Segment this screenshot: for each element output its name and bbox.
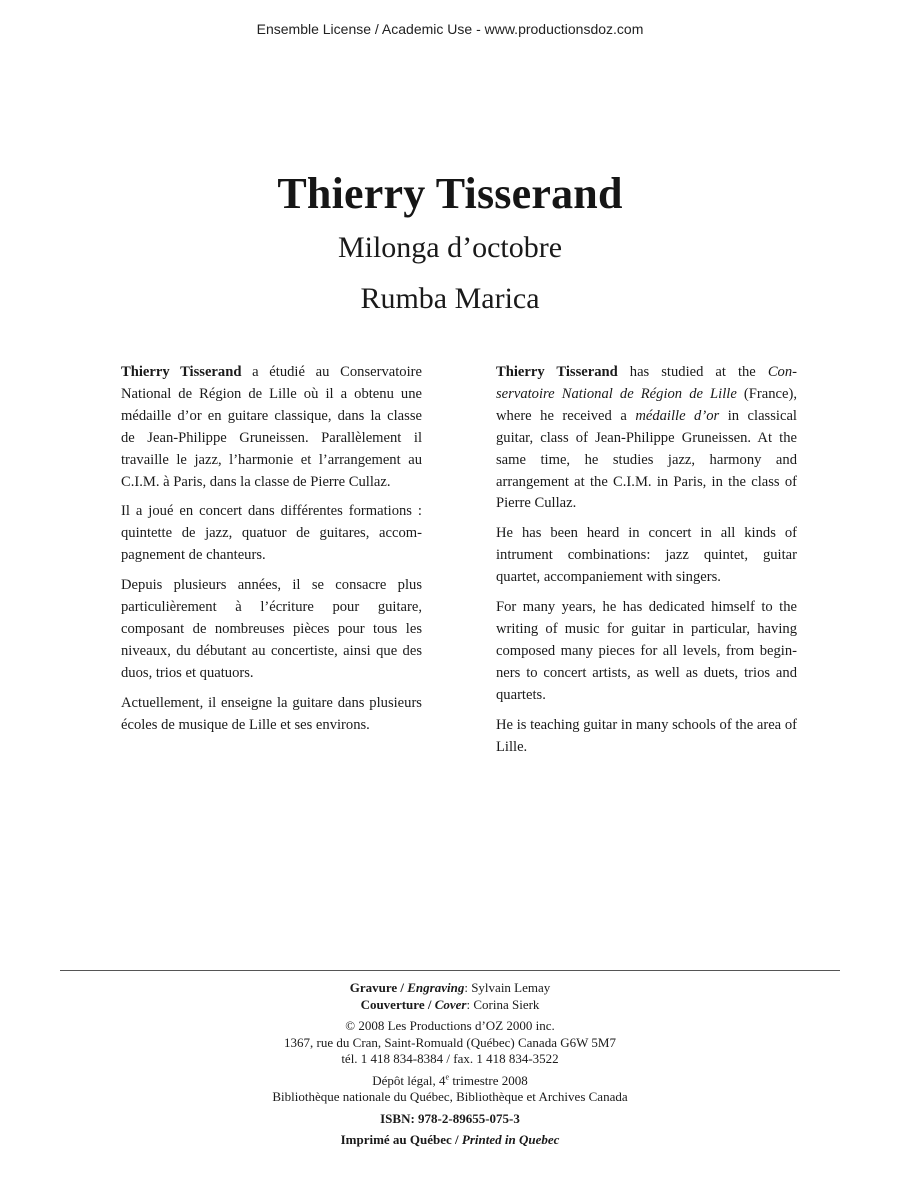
copyright-line: © 2008 Les Productions d’OZ 2000 inc.	[345, 1018, 555, 1033]
bio-en-paragraph-4: He is teaching guitar in many schools of the area of Lille.	[496, 716, 797, 755]
engraving-credit: Gravure / Engraving: Sylvain Lemay	[349, 980, 551, 995]
cover-credit: Couverture / Cover: Corina Sierk	[360, 996, 540, 1012]
credits-block	[0, 980, 900, 1149]
publisher-phone: tél. 1 418 834-8384 / fax. 1 418 834-3522	[341, 1051, 559, 1066]
bio-en-paragraph-2: He has been heard in concert in all kinds of intrument combinations: jazz quintet, guitar quartet, accompaniement with singers.	[496, 525, 797, 586]
piece-title-1: Milonga d’octobre	[337, 231, 563, 264]
piece-title-2: Rumba Marica	[360, 282, 540, 315]
printed-in: Imprimé au Québec / Printed in Quebec	[340, 1132, 560, 1147]
isbn: ISBN: 978-2-89655-075-3	[380, 1110, 520, 1126]
license-header: Ensemble License / Academic Use - www.productionsdoz.com	[256, 21, 644, 37]
bio-en-composer-name: Thierry Tisserand	[496, 364, 618, 380]
library-line: Bibliothèque nationale du Québec, Bibliothèque et Archives Canada	[272, 1089, 628, 1104]
legal-deposit: Dépôt légal, 4e trimestre 2008	[372, 1072, 528, 1088]
bio-fr-paragraph-3: Depuis plusieurs années, il se consacre plus particulièrement à l’écriture pour guitare, composant de nombreuses pièces pour tous les niveaux, du débutant au concertiste, ainsi que des duos, trios et quatuors.	[121, 577, 422, 681]
bio-fr-paragraph-1: Thierry Tisserand a étudié au Conservatoire National de Région de Lille où il a obtenu une médaille d’or en guitare classique, dans la classe de Jean-Philippe Gruneissen. Parallèlement il travaille le jazz, l’harmonie et l’arrangement au C.I.M. à Paris, dans la classe de Pierre Cullaz.	[121, 364, 422, 490]
bio-fr-composer-name: Thierry Tisserand	[121, 364, 242, 380]
bio-en-paragraph-3: For many years, he has dedicated himself to the writing of music for guitar in particular, having composed many pieces for all levels, from beginners to concert artists, as well as duets, trios and quartets.	[496, 599, 797, 703]
composer-title: Thierry Tisserand	[277, 169, 623, 218]
biography-english	[496, 362, 797, 766]
biography-french	[121, 362, 422, 745]
publisher-address: 1367, rue du Cran, Saint-Romuald (Québec) Canada G6W 5M7	[284, 1034, 616, 1050]
divider-rule	[60, 970, 840, 971]
bio-en-paragraph-1: Thierry Tisserand has studied at the Conservatoire National de Région de Lille (France), where he received a médaille d’or in classical guitar, class of Jean-Philippe Gruneissen. At the same time, he studies jazz, harmony and arrangement at the C.I.M. in Paris, in the class of Pierre Cullaz.	[496, 364, 798, 512]
bio-fr-paragraph-4: Actuellement, il enseigne la guitare dans plusieurs écoles de musique de Lille et ses environs.	[121, 694, 422, 733]
bio-fr-paragraph-2: Il a joué en concert dans différentes formations : quintette de jazz, quatuor de guitares, accompagnement de chanteurs.	[121, 503, 422, 564]
